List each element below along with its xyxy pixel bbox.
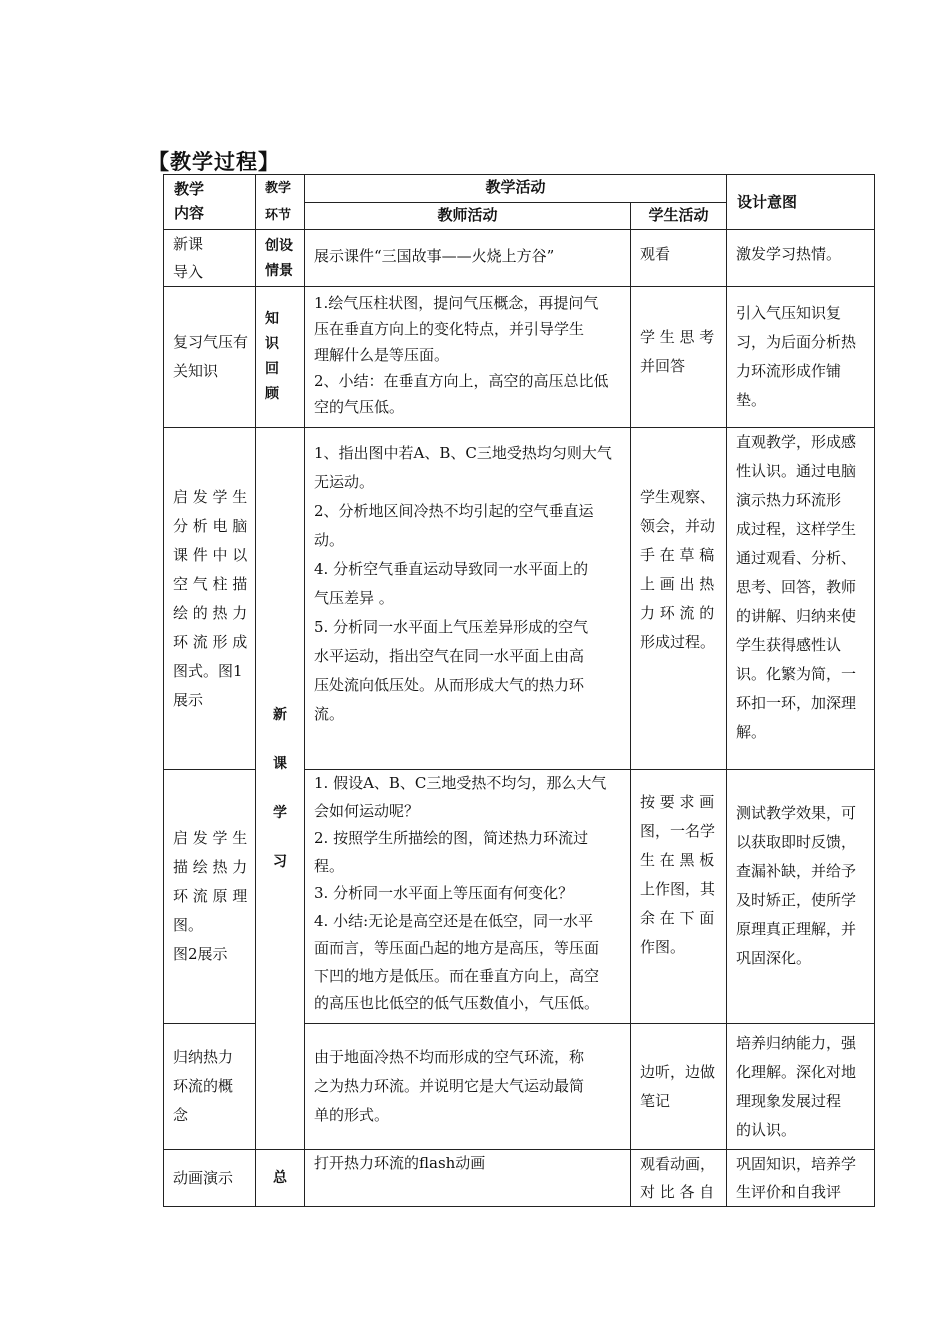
table-row [164, 428, 875, 770]
design-cell: 激发学习热情。 [727, 230, 875, 287]
design-cell: 测试教学效果，可 以获取即时反馈， 查漏补缺，并给予 及时矫正，使所学 原理真正理解，并 巩固深化。 [727, 770, 875, 1024]
design-cell: 直观教学，形成感 性认识。通过电脑 演示热力环流形 成过程，这样学生 通过观看、分析、 思考、回答，教师 的讲解、归纳来使 学生获得感性认 识。化繁为简，一 环扣一环，加深理 解。 [727, 428, 875, 770]
stage-cell: 总 [256, 1150, 305, 1207]
content-cell: 新课 导入 [164, 230, 256, 287]
header-design: 设计意图 [727, 175, 875, 230]
content-cell: 复习气压有 关知识 [164, 287, 256, 428]
stage-cell: 创设 情景 [256, 230, 305, 287]
teacher-cell: 1.绘气压柱状图，提问气压概念，再提问气 压在垂直方向上的变化特点，并引导学生 理解什么是等压面。 2、小结：在垂直方向上，高空的高压总比低 空的气压低。 [305, 287, 631, 428]
student-cell: 观看 [631, 230, 727, 287]
content-cell: 归纳热力 环流的概 念 [164, 1024, 256, 1150]
student-cell: 按 要 求 画 图，一名学 生 在 黑 板 上作图，其 余 在 下 面 作图。 [631, 770, 727, 1024]
teacher-cell: 展示课件“三国故事——火烧上方谷” [305, 230, 631, 287]
header-content: 教学 内容 [164, 175, 256, 230]
teacher-cell: 由于地面冷热不均而形成的空气环流，称 之为热力环流。并说明它是大气运动最简 单的形式。 [305, 1024, 631, 1150]
table-row [164, 1150, 875, 1207]
design-cell: 引入气压知识复 习，为后面分析热 力环流形成作铺 垫。 [727, 287, 875, 428]
design-cell: 培养归纳能力，强 化理解。深化对地 理现象发展过程 的认识。 [727, 1024, 875, 1150]
page-title: 【教学过程】 [148, 150, 280, 174]
teacher-cell: 1、指出图中若A、B、C三地受热均匀则大气 无运动。 2、分析地区间冷热不均引起的空气垂直运 动。 4. 分析空气垂直运动导致同一水平面上的 气压差异 。 5. 分析同一水平面上气压差异形成的空气 水平运动，指出空气在同一水平面上由高 压处流向低压处。从而形成大气的热力环 流。 [305, 428, 631, 770]
teacher-cell: 打开热力环流的flash动画 [305, 1150, 631, 1207]
design-cell: 巩固知识，培养学 生评价和自我评 [727, 1150, 875, 1207]
student-cell: 边听，边做 笔记 [631, 1024, 727, 1150]
stage-cell-merged: 新 课 学 习 [256, 428, 305, 1150]
table-row [164, 287, 875, 428]
teaching-process-table [163, 174, 875, 1207]
header-activity: 教学活动 [305, 175, 727, 203]
content-cell: 启 发 学 生 分 析 电 脑 课 件 中 以 空 气 柱 描 绘 的 热 力 环 流 形 成 图式。图1 展示 [164, 428, 256, 770]
student-cell: 学生观察、 领会，并动 手 在 草 稿 上 画 出 热 力 环 流 的 形成过程。 [631, 428, 727, 770]
student-cell: 学 生 思 考 并回答 [631, 287, 727, 428]
header-stage: 教学 环节 [256, 175, 305, 230]
table-row [164, 230, 875, 287]
student-cell: 观看动画， 对 比 各 自 [631, 1150, 727, 1207]
content-cell: 动画演示 [164, 1150, 256, 1207]
teacher-cell: 1. 假设A、B、C三地受热不均匀，那么大气 会如何运动呢？ 2. 按照学生所描绘的图，简述热力环流过 程。 3. 分析同一水平面上等压面有何变化？ 4. 小结:无论是高空还是在低空，同一水平 面而言，等压面凸起的地方是高压，等压面 下凹的地方是低压。而在垂直方向上，高空 的高压也比低空的低气压数值小，气压低。 [305, 770, 631, 1024]
content-cell: 启 发 学 生 描 绘 热 力 环 流 原 理 图。 图2展示 [164, 770, 256, 1024]
stage-cell: 知 识 回 顾 [256, 287, 305, 428]
header-student: 学生活动 [631, 202, 727, 230]
header-teacher: 教师活动 [305, 202, 631, 230]
